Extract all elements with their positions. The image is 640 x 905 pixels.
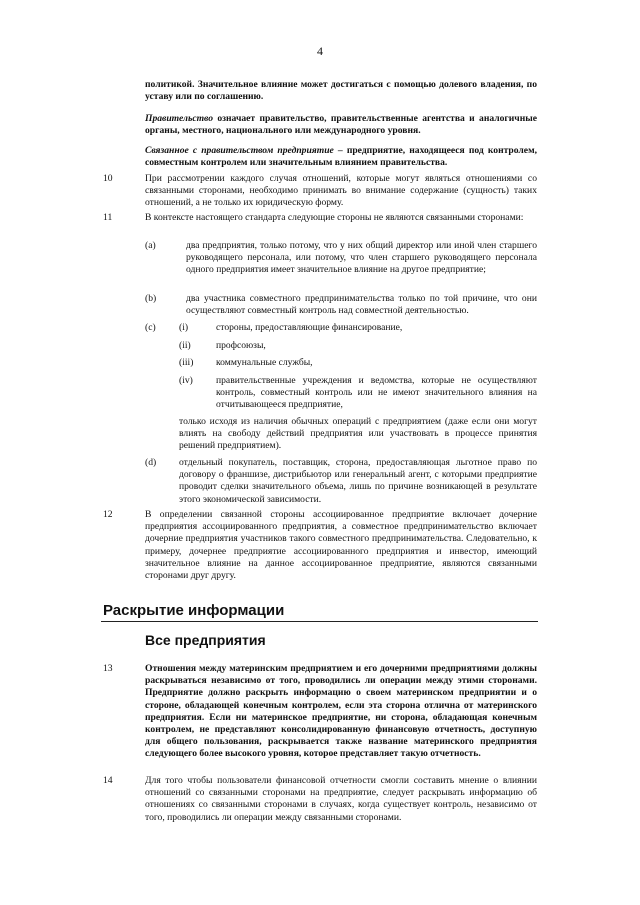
paragraph-number: 11	[103, 212, 113, 223]
paragraph-number: 14	[103, 775, 113, 786]
item-d: отдельный покупатель, поставщик, сторона, предоставляющая льготное право по договору о франшизе, дистрибьютор или генеральный агент, с которыми предприятие проводит сделки значительного объема, лишь по причине возникающей в результате этого экономической зависимости.	[179, 457, 537, 505]
paragraph-13: Отношения между материнским предприятием и его дочерними предприятиями должны раскрываться независимо от того, проводились ли операции между этими сторонами. Предприятие должно раскрыть информацию о своем материнском предприятии и о стороне, обладающей конечным контролем, если эта сторона отлична от материнского предприятия. Если ни материнское предприятие, ни сторона, обладающая конечным контролем, не представляют консолидированную финансовую отчетность, доступную для общего пользования, раскрывается также название материнского предприятия следующего более высокого уровня, которое представляет такую отчетность.	[145, 663, 537, 760]
item-label: (b)	[145, 293, 157, 304]
item-label: (d)	[145, 457, 157, 468]
section-heading: Раскрытие информации	[103, 602, 285, 619]
subitem-text: профсоюзы,	[216, 340, 266, 351]
paragraph-number: 12	[103, 509, 113, 520]
paragraph-number: 13	[103, 663, 113, 674]
subitem-text: стороны, предоставляющие финансирование,	[216, 322, 403, 333]
paragraph-10: При рассмотрении каждого случая отношений, которые могут являться отношениями со связанными сторонами, необходимо принимать во внимание содержание (сущность) таких отношений, а не только их юридическую форму.	[145, 173, 537, 209]
subitem-text: коммунальные службы,	[216, 357, 313, 368]
definition-text: – предприятие, находящееся под контролем, совместным контролем или значительным влиянием правительства.	[145, 145, 537, 169]
subitem-label: (ii)	[179, 340, 191, 351]
subitem-label: (i)	[179, 322, 189, 333]
definition-government	[145, 113, 537, 137]
intro-paragraph: политикой. Значительное влияние может достигаться с помощью долевого владения, по уставу или по соглашению.	[145, 79, 537, 103]
definition-term: Связанное с правительством предприятие	[145, 145, 334, 156]
paragraph-14: Для того чтобы пользователи финансовой отчетности смогли составить мнение о влиянии отношений со связанными сторонами на предприятие, следует раскрывать информацию об отношениях со связанными сторонами в случаях, когда существует контроль, независимо от того, проводились ли операции между связанными сторонами.	[145, 775, 537, 823]
item-a: два предприятия, только потому, что у них общий директор или иной член старшего руководящего персонала, или потому, что член старшего руководящего персонала одного предприятия имеет значительное влияние на другое предприятие;	[186, 240, 537, 276]
paragraph-number: 10	[103, 173, 113, 184]
heading-rule	[101, 621, 538, 622]
definition-text: означает правительство, правительственные агентства и аналогичные органы, местного, национального или международного уровня.	[145, 113, 537, 137]
item-b: два участника совместного предпринимательства только по той причине, что они осуществляют совместный контроль над совместной деятельностью.	[186, 293, 537, 317]
paragraph-11: В контексте настоящего стандарта следующие стороны не являются связанными сторонами:	[145, 212, 524, 223]
item-label: (c)	[145, 322, 156, 333]
item-c-tail: только исходя из наличия обычных операций с предприятием (даже если они могут влиять на свободу действий предприятия или участвовать в процессе принятия решений предприятием).	[179, 416, 537, 452]
definition-related-government-entity	[145, 145, 537, 169]
page-number: 4	[317, 44, 323, 58]
subitem-label: (iv)	[179, 375, 193, 386]
paragraph-12: В определении связанной стороны ассоциированное предприятие включает дочерние предприятия ассоциированного предприятия, а совместное предпринимательство включает дочерние предприятия участников такого совместного предпринимательства. Следовательно, к примеру, дочернее предприятие ассоциированного предприятия и инвестор, имеющий значительное влияние на данное ассоциированное предприятие, являются связанными сторонами друг другу.	[145, 509, 537, 582]
definition-term: Правительство	[145, 113, 214, 124]
subitem-label: (iii)	[179, 357, 194, 368]
subsection-heading: Все предприятия	[145, 632, 266, 648]
item-label: (a)	[145, 240, 156, 251]
subitem-text: правительственные учреждения и ведомства, которые не осуществляют контроль, совместный контроль или не имеют значительного влияния на отчитывающееся предприятие,	[216, 375, 537, 411]
